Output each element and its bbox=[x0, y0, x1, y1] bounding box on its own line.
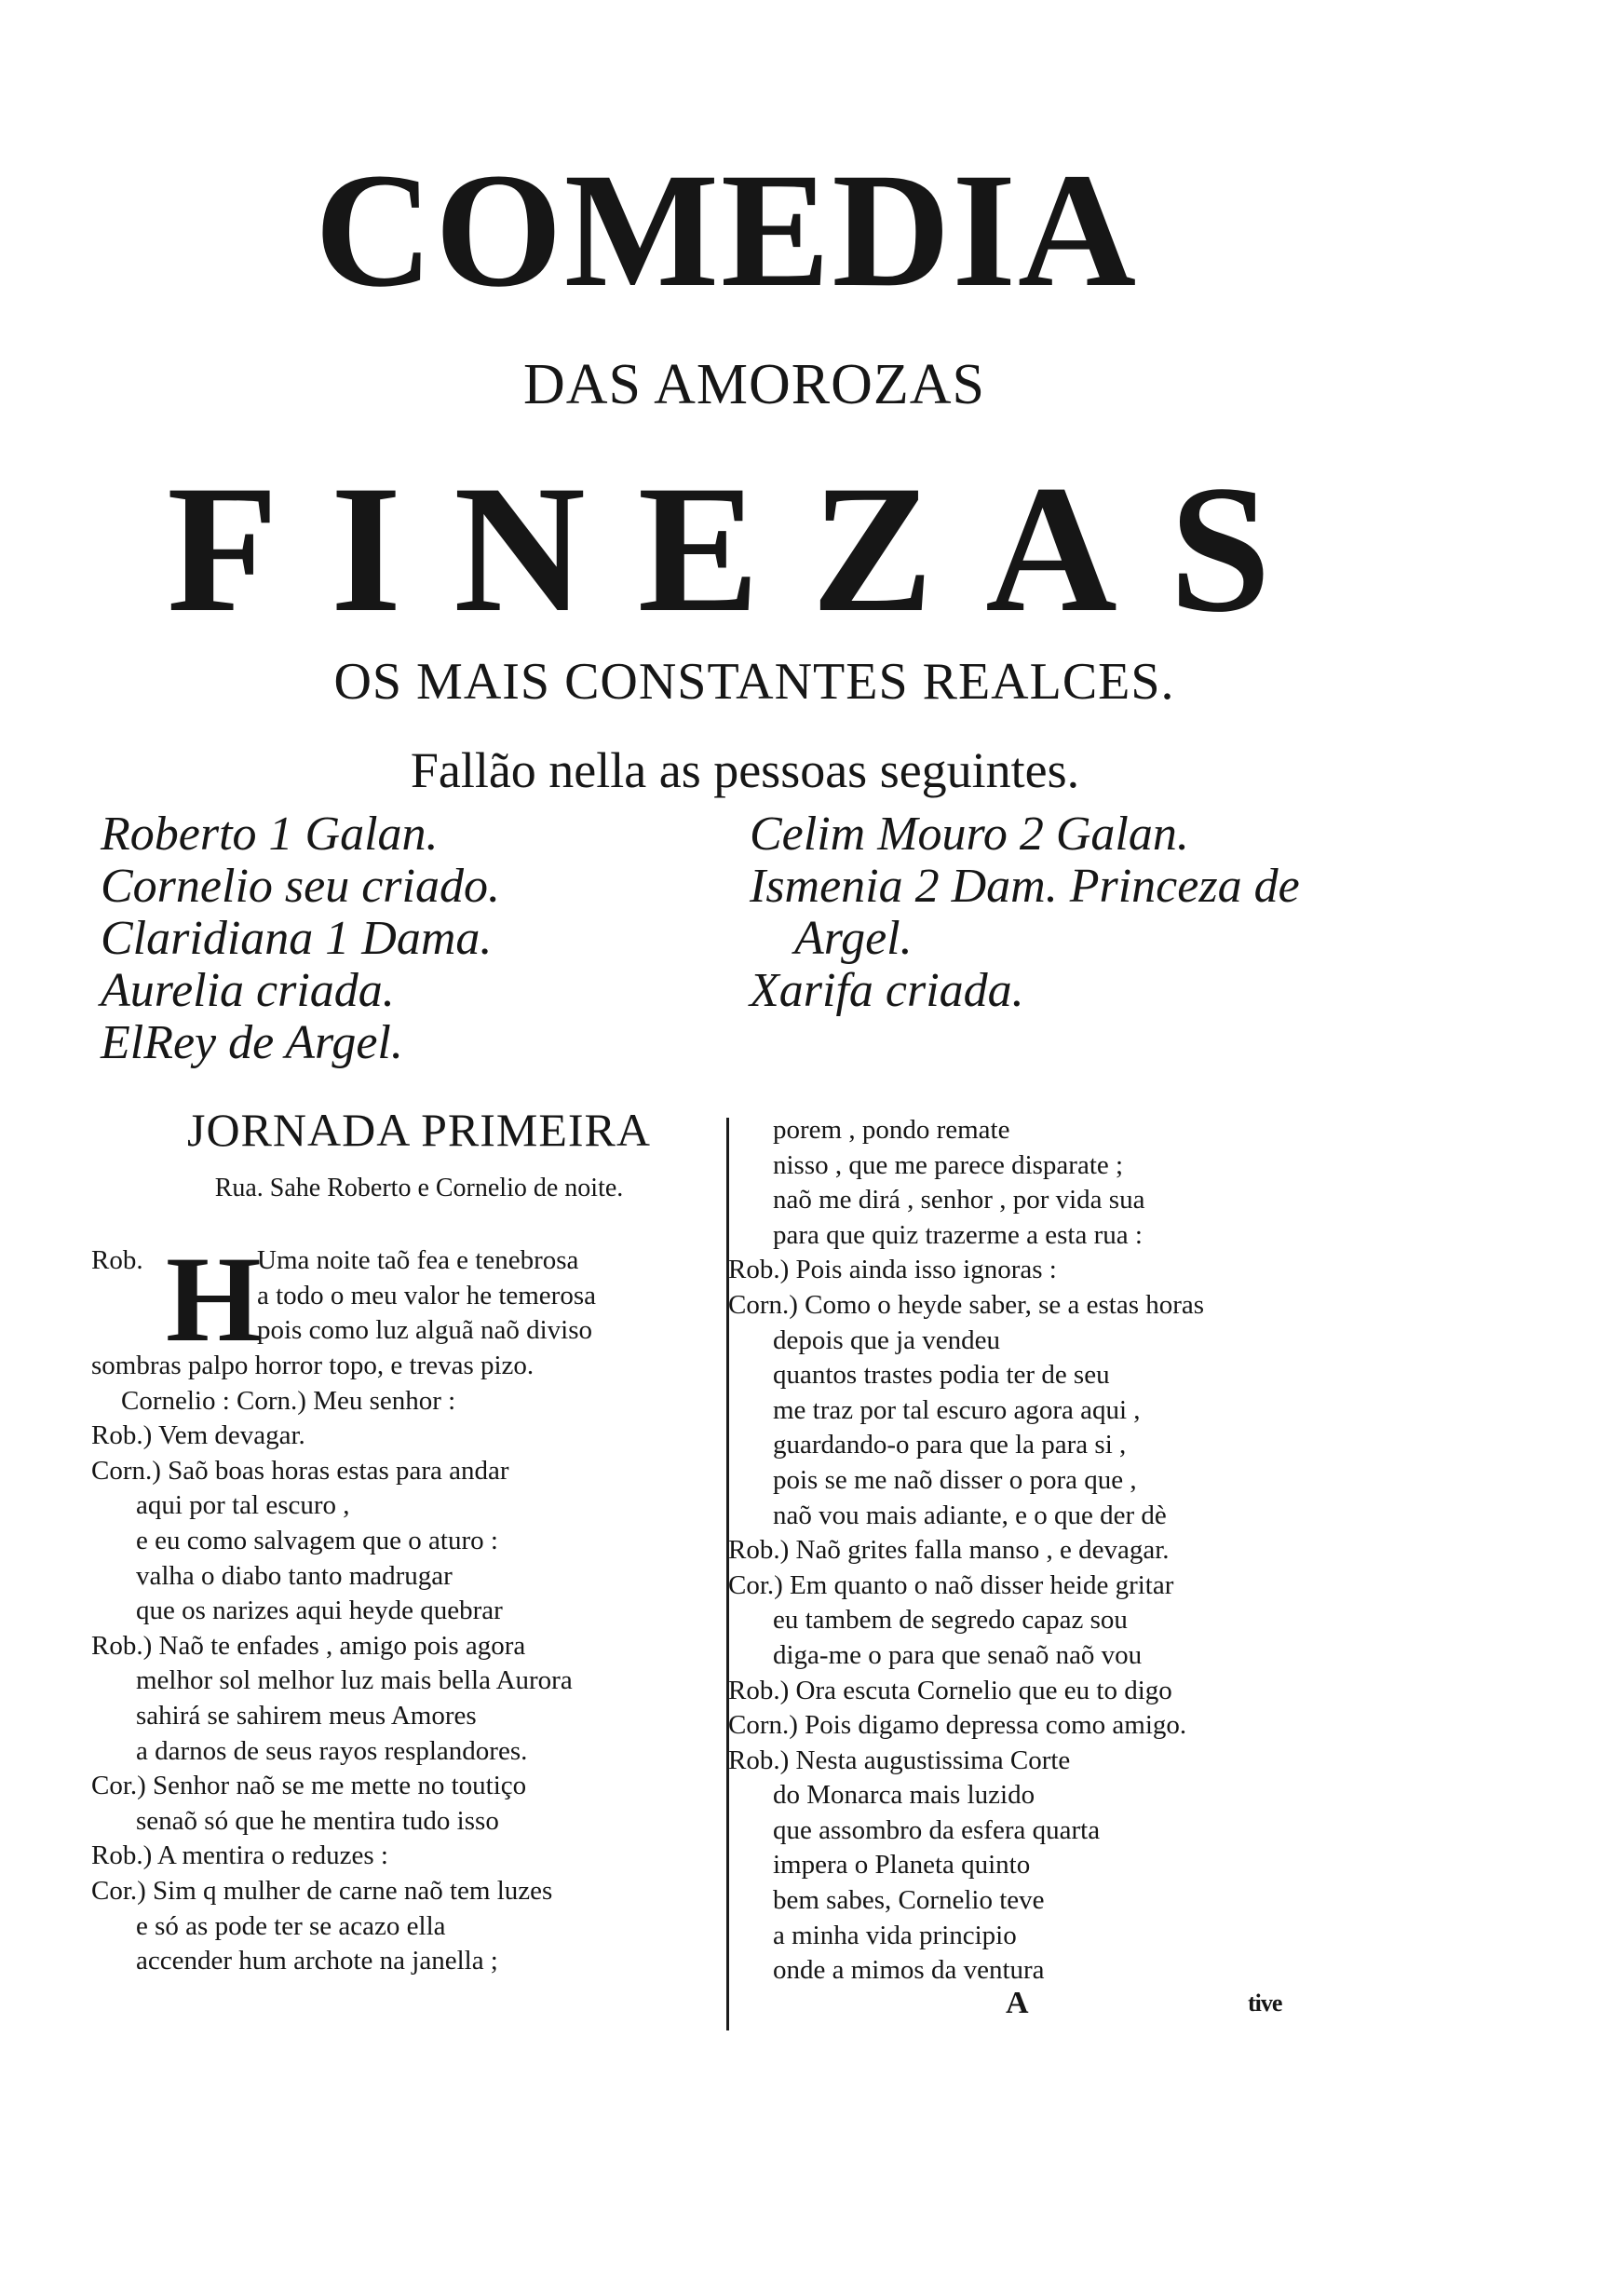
verse-line: a todo o meu valor he temerosa bbox=[257, 1280, 596, 1310]
cast-list-right bbox=[750, 808, 1392, 1017]
verse-line: naõ me dirá , senhor , por vida sua bbox=[773, 1185, 1145, 1215]
verse-line: impera o Planeta quinto bbox=[773, 1850, 1031, 1881]
verse-line: a minha vida principio bbox=[773, 1920, 1017, 1950]
verse-line: Rob.) Vem devagar. bbox=[91, 1420, 305, 1451]
title-big: FINEZAS bbox=[167, 448, 1323, 650]
verse-line: me traz por tal escuro agora aqui , bbox=[773, 1394, 1141, 1425]
text-column-right bbox=[728, 1113, 1343, 1989]
signature-mark: A bbox=[1006, 1986, 1029, 2020]
verse-line: senaõ só que he mentira tudo isso bbox=[136, 1805, 499, 1836]
verse-line: que os narizes aqui heyde quebrar bbox=[136, 1596, 503, 1626]
verse-line: porem , pondo remate bbox=[773, 1115, 1010, 1145]
title-subtitle-2: OS MAIS CONSTANTES REALCES. bbox=[333, 653, 1175, 711]
verse-line: sahirá se sahirem meus Amores bbox=[136, 1700, 477, 1731]
verse-line: e eu como salvagem que o aturo : bbox=[136, 1525, 498, 1555]
verse-line: bem sabes, Cornelio teve bbox=[773, 1885, 1045, 1916]
verse-line: Rob.) Pois ainda isso ignoras : bbox=[728, 1255, 1057, 1285]
verse-line: Rob.) Nesta augustissima Corte bbox=[728, 1745, 1071, 1775]
verse-line: nisso , que me parece disparate ; bbox=[773, 1149, 1124, 1180]
verse-line: Corn.) Como o heyde saber, se a estas horas bbox=[728, 1289, 1205, 1320]
verse-line: que assombro da esfera quarta bbox=[773, 1814, 1101, 1845]
verse-line: valha o diabo tanto madrugar bbox=[136, 1560, 453, 1591]
verse-line: melhor sol melhor luz mais bella Aurora bbox=[136, 1665, 573, 1696]
cast-entry: Aurelia criada. bbox=[101, 964, 395, 1017]
verse-line: para que quiz trazerme a esta rua : bbox=[773, 1219, 1143, 1250]
verse-line: naõ vou mais adiante, e o que der dè bbox=[773, 1500, 1167, 1530]
verse-line: guardando-o para que la para si , bbox=[773, 1430, 1127, 1460]
cast-entry: ElRey de Argel. bbox=[101, 1016, 403, 1069]
verse-line: do Monarca mais luzido bbox=[773, 1780, 1035, 1811]
verse-line: Rob.) Naõ grites falla manso , e devagar. bbox=[728, 1535, 1170, 1566]
act-title: JORNADA PRIMEIRA bbox=[186, 1104, 651, 1156]
drop-cap: H bbox=[166, 1230, 262, 1367]
text-column-left bbox=[91, 1230, 715, 1979]
verse-line: sombras palpo horror topo, e trevas pizo. bbox=[91, 1351, 535, 1380]
verse-line: e só as pode ter se acazo ella bbox=[136, 1910, 446, 1941]
verse-line: Rob.) Ora escuta Cornelio que eu to digo bbox=[728, 1675, 1172, 1705]
scene-direction: Rua. Sahe Roberto e Cornelio de noite. bbox=[214, 1174, 624, 1202]
verse-line: Uma noite taõ fea e tenebrosa bbox=[257, 1245, 579, 1275]
verse-line: eu tambem de segredo capaz sou bbox=[773, 1605, 1128, 1636]
verse-line: Rob.) Naõ te enfades , amigo pois agora bbox=[91, 1630, 526, 1661]
verse-line: Rob.) A mentira o reduzes : bbox=[91, 1840, 388, 1871]
speaker-label: Rob. bbox=[91, 1245, 143, 1275]
cast-entry: Ismenia 2 Dam. Princeza de bbox=[750, 860, 1300, 913]
verse-line: pois se me naõ disser o pora que , bbox=[773, 1464, 1137, 1495]
title-subtitle-1: DAS AMOROZAS bbox=[522, 353, 986, 416]
cast-entry: Celim Mouro 2 Galan. bbox=[750, 808, 1189, 861]
verse-line: Cornelio : Corn.) Meu senhor : bbox=[121, 1385, 456, 1416]
verse-line: Cor.) Sim q mulher de carne naõ tem luzes bbox=[91, 1875, 553, 1906]
cast-entry: Claridiana 1 Dama. bbox=[101, 912, 493, 965]
verse-line: a darnos de seus rayos resplandores. bbox=[136, 1735, 528, 1766]
verse-line: Corn.) Pois digamo depressa como amigo. bbox=[728, 1710, 1187, 1741]
verse-line: depois que ja vendeu bbox=[773, 1324, 1001, 1355]
cast-heading: Fallão nella as pessoas seguintes. bbox=[410, 742, 1080, 798]
verse-line: aqui por tal escuro , bbox=[136, 1490, 350, 1521]
verse-line: onde a mimos da ventura bbox=[773, 1955, 1045, 1986]
verse-line: pois como luz alguã naõ diviso bbox=[257, 1315, 593, 1346]
cast-entry: Roberto 1 Galan. bbox=[101, 808, 439, 861]
verse-line: quantos trastes podia ter de seu bbox=[773, 1360, 1110, 1391]
verse-line: accender hum archote na janella ; bbox=[136, 1946, 498, 1976]
title-main: COMEDIA bbox=[314, 140, 1139, 321]
cast-entry: Cornelio seu criado. bbox=[101, 860, 500, 913]
cast-entry: Argel. bbox=[794, 912, 913, 965]
catchword: tive bbox=[1248, 1989, 1282, 2017]
cast-entry: Xarifa criada. bbox=[750, 964, 1024, 1017]
verse-line: diga-me o para que senaõ naõ vou bbox=[773, 1639, 1143, 1670]
verse-line: Cor.) Senhor naõ se me mette no toutiço bbox=[91, 1771, 527, 1801]
verse-line: Corn.) Saõ boas horas estas para andar bbox=[91, 1455, 509, 1486]
cast-list-left bbox=[101, 808, 715, 1069]
verse-line: Cor.) Em quanto o naõ disser heide gritar bbox=[728, 1569, 1174, 1600]
